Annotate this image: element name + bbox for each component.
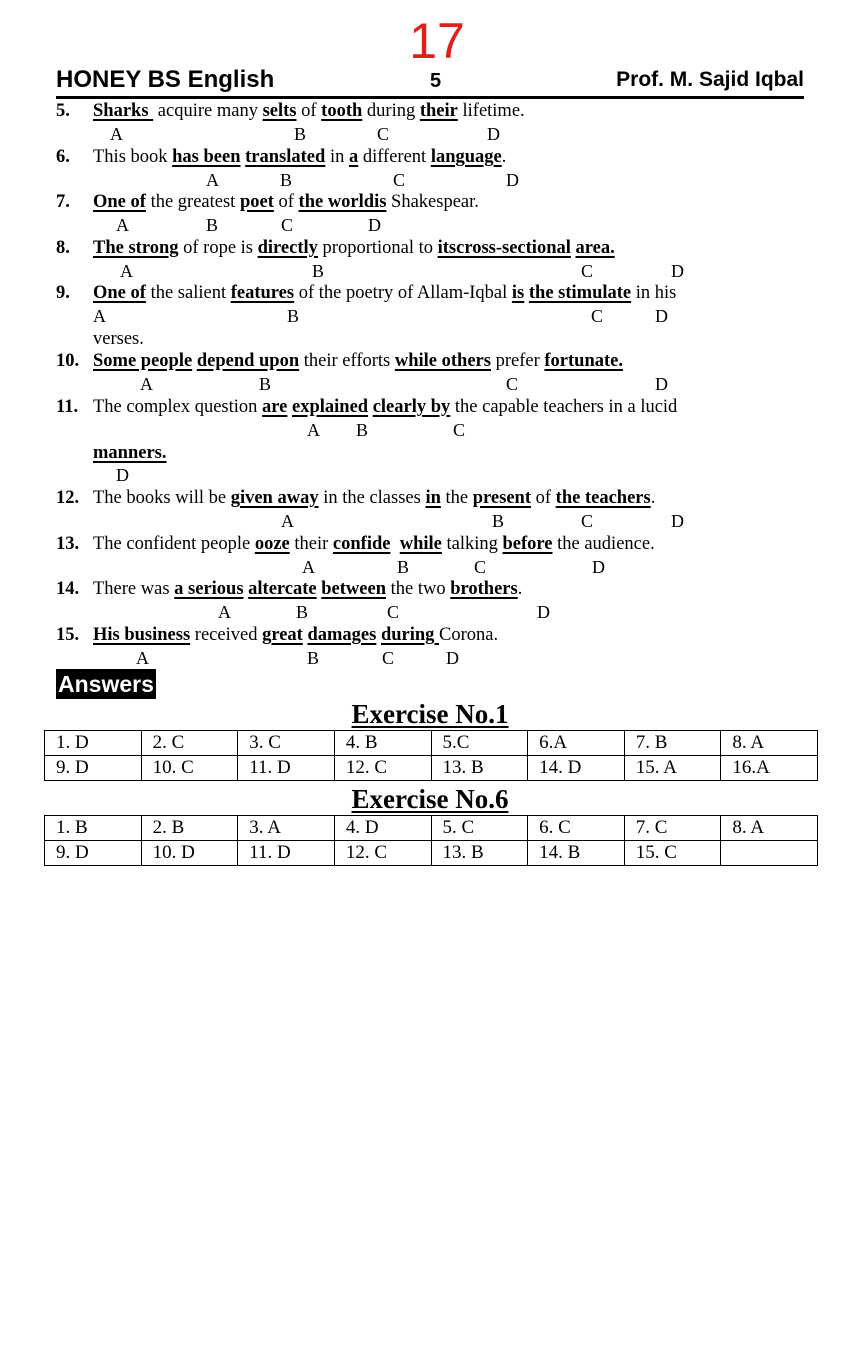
answer-cell: 7. C <box>624 816 721 841</box>
underlined-option: clearly by <box>372 397 451 417</box>
page-number: 17 <box>409 13 465 69</box>
underlined-option: features <box>230 283 295 303</box>
question-number: 11. <box>56 397 79 417</box>
question-text <box>93 578 522 600</box>
option-letter: B <box>287 306 300 326</box>
underlined-option: the teachers <box>555 488 651 508</box>
option-letter: B <box>259 374 272 394</box>
question-number: 6. <box>56 147 70 167</box>
option-letter: C <box>581 261 594 281</box>
underlined-option: while others <box>394 351 491 371</box>
option-letter: A <box>116 215 129 235</box>
option-letter: D <box>506 170 519 190</box>
option-letter: D <box>671 511 684 531</box>
sentence-fragment: acquire many <box>153 101 263 121</box>
question-number: 15. <box>56 625 80 645</box>
answer-cell: 15. A <box>624 756 721 781</box>
option-letter: C <box>581 511 594 531</box>
sentence-fragment: prefer <box>490 351 545 371</box>
underlined-option: translated <box>245 147 326 167</box>
answer-cell: 1. B <box>45 816 142 841</box>
exercise-6-title: Exercise No.6 <box>351 784 509 814</box>
option-letter: A <box>307 420 320 440</box>
sentence-fragment: This book <box>93 147 173 167</box>
answer-cell: 8. A <box>721 731 818 756</box>
answer-cell: 13. B <box>431 841 528 866</box>
underlined-option: are <box>262 397 288 417</box>
continuation-text: verses. <box>93 329 144 349</box>
sentence-fragment: Corona. <box>439 625 499 645</box>
sentence-fragment: proportional to <box>317 238 438 258</box>
answer-cell: 8. A <box>721 816 818 841</box>
answer-cell: 5. C <box>431 816 528 841</box>
sentence-fragment: The complex question <box>93 397 263 417</box>
sentence-fragment: received <box>190 625 263 645</box>
underlined-option: The strong <box>93 238 179 258</box>
sentence-fragment: their efforts <box>299 351 395 371</box>
option-letter: A <box>136 648 149 668</box>
option-letter: B <box>280 170 293 190</box>
answer-cell: 13. B <box>431 756 528 781</box>
sentence-fragment: the audience. <box>552 534 655 554</box>
header-book-title: HONEY BS English <box>56 66 275 93</box>
option-letter: D <box>116 465 129 485</box>
option-letter: A <box>206 170 219 190</box>
underlined-option: language <box>430 147 502 167</box>
answer-cell: 1. D <box>45 731 142 756</box>
sentence-fragment: during <box>362 101 420 121</box>
option-letter: C <box>474 557 487 577</box>
question-number: 13. <box>56 534 80 554</box>
underlined-option: Some people <box>93 351 193 371</box>
underlined-option: in <box>425 488 441 508</box>
answer-cell: 11. D <box>238 841 335 866</box>
question-text <box>93 350 623 372</box>
underlined-option: selts <box>262 101 297 121</box>
question-number: 12. <box>56 488 80 508</box>
underlined-option: confide <box>332 534 391 554</box>
option-letter: A <box>218 602 231 622</box>
answer-cell: 2. B <box>141 816 238 841</box>
option-letter: A <box>281 511 294 531</box>
option-letter: B <box>397 557 410 577</box>
sentence-fragment: Shakespear. <box>386 192 479 212</box>
answer-cell: 4. D <box>334 816 431 841</box>
option-letter: B <box>296 602 309 622</box>
table-row <box>45 731 818 756</box>
sentence-fragment: in the classes <box>318 488 426 508</box>
answer-cell: 14. B <box>528 841 625 866</box>
sentence-fragment: of <box>296 101 322 121</box>
sentence-fragment: the capable teachers in a lucid <box>450 397 678 417</box>
answer-cell: 16.A <box>721 756 818 781</box>
answer-cell: 5.C <box>431 731 528 756</box>
underlined-option: is <box>511 283 525 303</box>
question-number: 8. <box>56 238 70 258</box>
underlined-option: altercate <box>248 579 317 599</box>
option-letter: D <box>446 648 459 668</box>
option-letter: D <box>537 602 550 622</box>
answer-cell: 12. C <box>334 841 431 866</box>
sentence-fragment: of the poetry of Allam-Iqbal <box>294 283 512 303</box>
answer-cell <box>721 841 818 866</box>
table-row <box>45 816 818 841</box>
answer-cell: 10. D <box>141 841 238 866</box>
question-number: 5. <box>56 101 70 121</box>
header-author: Prof. M. Sajid Iqbal <box>616 68 804 91</box>
underlined-option: present <box>472 488 531 508</box>
underlined-option: poet <box>239 192 274 212</box>
sentence-fragment: in his <box>631 283 677 303</box>
table-row <box>45 756 818 781</box>
option-letter: D <box>592 557 605 577</box>
sentence-fragment: The books will be <box>93 488 231 508</box>
question-text <box>93 237 615 259</box>
underlined-option: ooze <box>254 534 290 554</box>
continuation-text: manners. <box>93 443 167 463</box>
underlined-option: tooth <box>321 101 363 121</box>
answer-cell: 6.A <box>528 731 625 756</box>
underlined-option: has been <box>172 147 241 167</box>
header-chapter-number: 5 <box>430 70 442 92</box>
question-number: 14. <box>56 579 80 599</box>
underlined-option: a <box>348 147 359 167</box>
option-letter: C <box>393 170 406 190</box>
sentence-fragment: talking <box>441 534 503 554</box>
option-letter: C <box>506 374 519 394</box>
option-letter: D <box>655 374 668 394</box>
option-letter: C <box>387 602 400 622</box>
sentence-fragment: lifetime. <box>457 101 525 121</box>
option-letter: A <box>140 374 153 394</box>
sentence-fragment: their <box>289 534 333 554</box>
option-letter: C <box>453 420 466 440</box>
underlined-option: itscross-sectional <box>437 238 571 258</box>
sentence-fragment: different <box>358 147 431 167</box>
option-letter: C <box>591 306 604 326</box>
underlined-option: His business <box>93 625 191 645</box>
question-text <box>93 146 506 168</box>
answer-cell: 3. C <box>238 731 335 756</box>
answer-cell: 6. C <box>528 816 625 841</box>
sentence-fragment: of <box>531 488 556 508</box>
underlined-option: the stimulate <box>528 283 632 303</box>
option-letter: B <box>294 124 307 144</box>
option-letter: D <box>487 124 500 144</box>
option-letter: C <box>377 124 390 144</box>
exercise-6-answer-table <box>44 815 818 866</box>
sentence-fragment: . <box>517 579 523 599</box>
option-letter: A <box>93 306 106 326</box>
underlined-option: damages <box>307 625 377 645</box>
sentence-fragment: the two <box>386 579 451 599</box>
question-text <box>93 282 676 304</box>
option-letter: A <box>302 557 315 577</box>
underlined-option: a serious <box>174 579 244 599</box>
underlined-option: Sharks <box>93 101 154 121</box>
answer-cell: 3. A <box>238 816 335 841</box>
underlined-option: fortunate. <box>544 351 623 371</box>
sentence-fragment: the salient <box>145 283 231 303</box>
question-text <box>93 624 498 646</box>
option-letter: B <box>206 215 219 235</box>
sentence-fragment: . <box>501 147 507 167</box>
question-number: 7. <box>56 192 70 212</box>
underlined-option: One of <box>93 192 146 212</box>
option-letter: D <box>368 215 381 235</box>
answer-cell: 9. D <box>45 841 142 866</box>
underlined-option: while <box>399 534 442 554</box>
answer-cell: 14. D <box>528 756 625 781</box>
sentence-fragment: the greatest <box>145 192 240 212</box>
sentence-fragment: . <box>650 488 656 508</box>
answer-cell: 4. B <box>334 731 431 756</box>
question-number: 9. <box>56 283 70 303</box>
option-letter: D <box>671 261 684 281</box>
underlined-option: their <box>419 101 458 121</box>
question-text <box>93 487 655 509</box>
answer-cell: 9. D <box>45 756 142 781</box>
option-letter: B <box>356 420 369 440</box>
answer-cell: 12. C <box>334 756 431 781</box>
answers-heading: Answers <box>58 671 154 697</box>
underlined-option: depend upon <box>196 351 300 371</box>
option-letter: C <box>281 215 294 235</box>
question-text <box>93 533 655 555</box>
underlined-option: area. <box>575 238 615 258</box>
answer-cell: 7. B <box>624 731 721 756</box>
table-row <box>45 841 818 866</box>
underlined-option: before <box>502 534 553 554</box>
option-letter: A <box>120 261 133 281</box>
underlined-option: brothers <box>450 579 518 599</box>
answer-cell: 2. C <box>141 731 238 756</box>
sentence-fragment: the <box>440 488 473 508</box>
answer-cell: 10. C <box>141 756 238 781</box>
underlined-option: One of <box>93 283 146 303</box>
underlined-option: the worldis <box>298 192 387 212</box>
option-letter: B <box>307 648 320 668</box>
answer-cell: 15. C <box>624 841 721 866</box>
underlined-option: directly <box>257 238 318 258</box>
underlined-option: explained <box>292 397 369 417</box>
page-header <box>56 64 804 99</box>
sentence-fragment: of <box>273 192 299 212</box>
option-letter: C <box>382 648 395 668</box>
option-letter: B <box>492 511 505 531</box>
sentence-fragment: in <box>325 147 349 167</box>
exercise-1-title: Exercise No.1 <box>351 699 509 729</box>
exercise-1-answer-table <box>44 730 818 781</box>
question-text <box>93 396 677 418</box>
sentence-fragment: The confident people <box>93 534 255 554</box>
option-letter: A <box>110 124 123 144</box>
question-text <box>93 191 479 213</box>
underlined-option: during <box>380 625 440 645</box>
option-letter: D <box>655 306 668 326</box>
answer-cell: 11. D <box>238 756 335 781</box>
question-number: 10. <box>56 351 80 371</box>
sentence-fragment <box>390 534 399 554</box>
option-letter: B <box>312 261 325 281</box>
sentence-fragment: of rope is <box>178 238 258 258</box>
underlined-option: great <box>262 625 303 645</box>
underlined-option: given away <box>230 488 319 508</box>
question-text <box>93 100 525 122</box>
sentence-fragment: There was <box>93 579 175 599</box>
underlined-option: between <box>321 579 386 599</box>
